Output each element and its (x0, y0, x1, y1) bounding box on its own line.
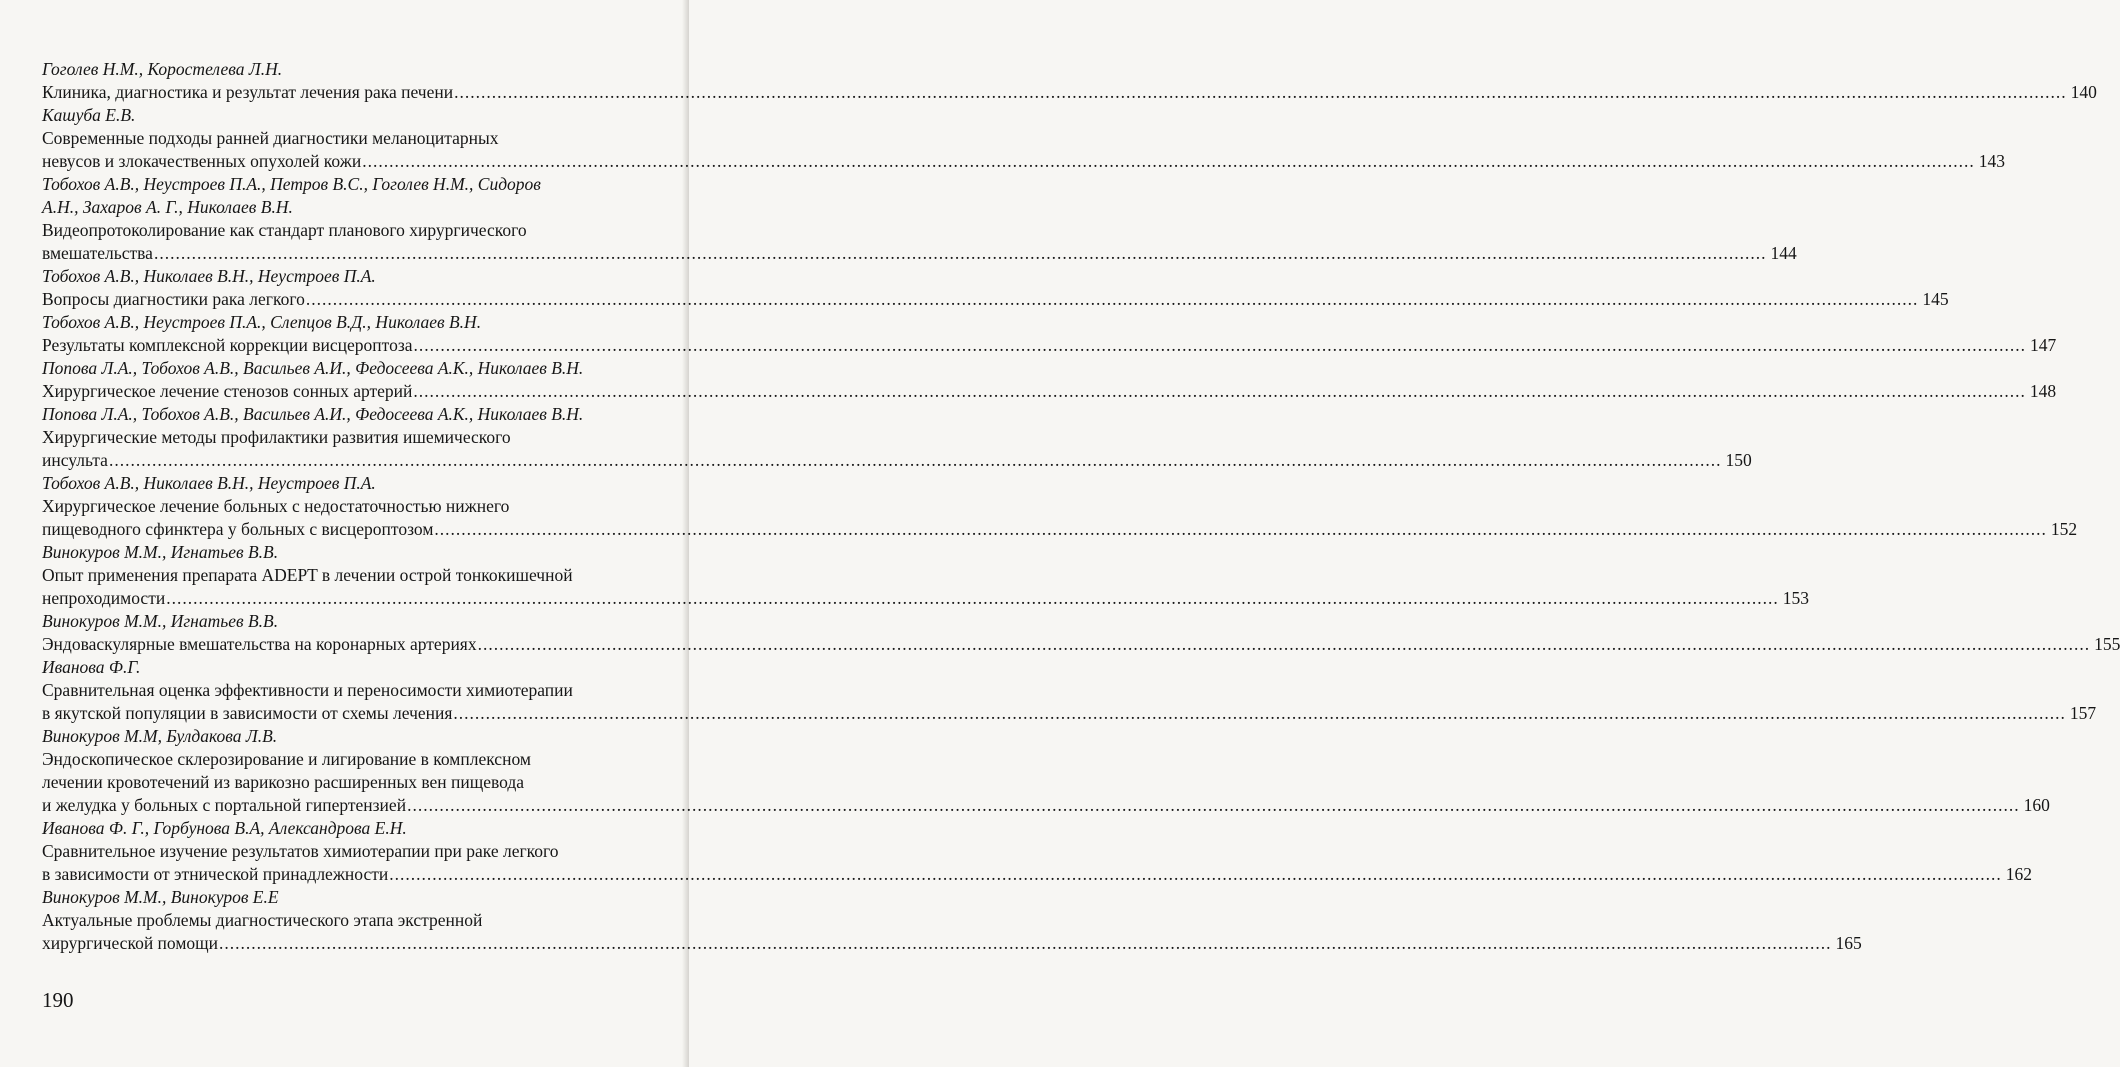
toc-entry-title: Хирургическое лечение стенозов сонных артерий (42, 381, 413, 401)
toc-entry-title-last-line (42, 81, 2097, 104)
dot-leader: ............................................................................................................................................................................................................................................................................................................ (454, 82, 2067, 102)
toc-entry-title-line: Эндоскопическое склерозирование и лигирование в комплексном (42, 749, 531, 769)
toc-entry-page: 153 (1782, 588, 1809, 608)
toc-entry-title: вмешательства (42, 243, 153, 263)
toc-entry (42, 610, 2120, 656)
dot-leader: ............................................................................................................................................................................................................................................................................................................ (477, 634, 2091, 654)
dot-leader: ............................................................................................................................................................................................................................................................................................................ (166, 588, 1779, 608)
toc-entry (42, 656, 2097, 725)
toc-entry-title-last-line (42, 150, 2005, 173)
toc-entry-page: 147 (2030, 335, 2057, 355)
toc-entry-title: в якутской популяции в зависимости от схемы лечения (42, 703, 453, 723)
toc-entry-title: инсульта (42, 450, 108, 470)
toc-entry-authors: Попова Л.А., Тобохов А.В., Васильев А.И., Федосеева А.К., Николаев В.Н. (42, 404, 584, 424)
toc-entry-title: Вопросы диагностики рака легкого (42, 289, 305, 309)
toc-entry-page: 143 (1978, 151, 2005, 171)
toc-entry-authors: Винокуров М.М., Игнатьев В.В. (42, 611, 279, 631)
toc-entry (42, 886, 1862, 955)
toc-entry (42, 541, 1809, 610)
toc-entry-page: 144 (1770, 243, 1797, 263)
dot-leader: ............................................................................................................................................................................................................................................................................................................ (407, 795, 2020, 815)
toc-entry-authors: Тобохов А.В., Неустроев П.А., Петров В.С., Гоголев Н.М., Сидоров (42, 174, 541, 194)
toc-entry-title-last-line (42, 518, 2078, 541)
toc-entry (42, 58, 2097, 104)
toc-entry-title-line: Видеопротоколирование как стандарт планового хирургического (42, 220, 527, 240)
toc-entry-title: Результаты комплексной коррекции висцероптоза (42, 335, 413, 355)
toc-entry-title-last-line (42, 334, 2057, 357)
toc-entry-authors: Тобохов А.В., Неустроев П.А., Слепцов В.Д., Николаев В.Н. (42, 312, 482, 332)
toc-entry (42, 311, 2057, 357)
toc-entry-authors: Иванова Ф. Г., Горбунова В.А, Александрова Е.Н. (42, 818, 407, 838)
toc-entry (42, 173, 1797, 265)
toc-entry-authors: А.Н., Захаров А. Г., Николаев В.Н. (42, 197, 293, 217)
toc-entry-authors: Винокуров М.М., Винокуров Е.Е (42, 887, 279, 907)
toc-entry-page: 148 (2029, 381, 2057, 401)
toc-entry-title: непроходимости (42, 588, 166, 608)
toc-entry-authors: Попова Л.А., Тобохов А.В., Васильев А.И., Федосеева А.К., Николаев В.Н. (42, 358, 584, 378)
toc-entry-title: Эндоваскулярные вмешательства на коронарных артериях (42, 634, 477, 654)
toc-entry-title: и желудка у больных с портальной гипертензией (42, 795, 407, 815)
toc-entry (42, 817, 2032, 886)
dot-leader: ............................................................................................................................................................................................................................................................................................................ (219, 933, 1832, 953)
dot-leader: ............................................................................................................................................................................................................................................................................................................ (305, 289, 1919, 309)
toc-entry-title-line: Сравнительное изучение результатов химиотерапии при раке легкого (42, 841, 559, 861)
toc-entry-authors: Иванова Ф.Г. (42, 657, 141, 677)
toc-entry-title-last-line (42, 633, 2120, 656)
toc-entry-authors: Тобохов А.В., Николаев В.Н., Неустроев П.А. (42, 473, 376, 493)
toc-entry-title-line: Хирургическое лечение больных с недостаточностью нижнего (42, 496, 510, 516)
toc-entry-page: 150 (1725, 450, 1752, 470)
toc-entry-page: 145 (1922, 289, 1949, 309)
toc-entry-authors: Тобохов А.В., Николаев В.Н., Неустроев П.А. (42, 266, 376, 286)
toc-entry-page: 165 (1835, 933, 1862, 953)
toc-entry-title-line: Сравнительная оценка эффективности и переносимости химиотерапии (42, 680, 573, 700)
toc-entry-title-line: Современные подходы ранней диагностики меланоцитарных (42, 128, 499, 148)
toc-entry-authors: Гоголев Н.М., Коростелева Л.Н. (42, 59, 283, 79)
toc-entry (42, 725, 2050, 817)
toc-entry (42, 403, 1752, 472)
toc-entry-title-last-line (42, 932, 1862, 955)
toc-entry (42, 104, 2005, 173)
toc-entry-authors: Кашуба Е.В. (42, 105, 136, 125)
toc-entry (42, 265, 1949, 311)
dot-leader: ............................................................................................................................................................................................................................................................................................................ (453, 703, 2066, 723)
dot-leader: ............................................................................................................................................................................................................................................................................................................ (153, 243, 1767, 263)
toc-entry-authors: Винокуров М.М., Игнатьев В.В. (42, 542, 279, 562)
dot-leader: ............................................................................................................................................................................................................................................................................................................ (362, 151, 1975, 171)
toc-entry-title-last-line (42, 863, 2032, 886)
toc-entry-authors: Винокуров М.М, Булдакова Л.В. (42, 726, 278, 746)
toc-entry-title-last-line (42, 449, 1752, 472)
toc-entry-title-last-line (42, 288, 1949, 311)
toc-entry-page: 140 (2070, 82, 2097, 102)
dot-leader: ............................................................................................................................................................................................................................................................................................................ (434, 519, 2047, 539)
toc-entry-title: в зависимости от этнической принадлежности (42, 864, 389, 884)
toc-entry-page: 162 (2005, 864, 2032, 884)
toc-entry-page: 160 (2023, 795, 2050, 815)
dot-leader: ............................................................................................................................................................................................................................................................................................................ (389, 864, 2002, 884)
toc-entry-title: хирургической помощи (42, 933, 218, 953)
table-of-contents (42, 58, 2120, 955)
toc-entry-page: 155 (2094, 634, 2120, 654)
toc-entry-title-last-line (42, 380, 2057, 403)
toc-entry-title-last-line (42, 702, 2097, 725)
dot-leader: ............................................................................................................................................................................................................................................................................................................ (413, 335, 2027, 355)
toc-entry (42, 472, 2078, 541)
toc-entry-title: Клиника, диагностика и результат лечения рака печени (42, 82, 454, 102)
toc-entry-title-line: Актуальные проблемы диагностического этапа экстренной (42, 910, 483, 930)
toc-entry-title-line: Опыт применения препарата ADEPT в лечении острой тонкокишечной (42, 565, 573, 585)
toc-entry-title-last-line (42, 794, 2050, 817)
page-number: 190 (42, 988, 74, 1012)
toc-entry-page: 157 (2069, 703, 2097, 723)
toc-entry-title-last-line (42, 242, 1797, 265)
toc-entry-title-line: лечении кровотечений из варикозно расширенных вен пищевода (42, 772, 525, 792)
toc-entry-title-last-line (42, 587, 1809, 610)
dot-leader: ............................................................................................................................................................................................................................................................................................................ (413, 381, 2026, 401)
toc-entry-page: 152 (2050, 519, 2078, 539)
dot-leader: ............................................................................................................................................................................................................................................................................................................ (108, 450, 1722, 470)
toc-entry-title: пищеводного сфинктера у больных с висцероптозом (42, 519, 434, 539)
toc-entry-title-line: Хирургические методы профилактики развития ишемического (42, 427, 511, 447)
toc-entry (42, 357, 2057, 403)
toc-entry-title: невусов и злокачественных опухолей кожи (42, 151, 362, 171)
